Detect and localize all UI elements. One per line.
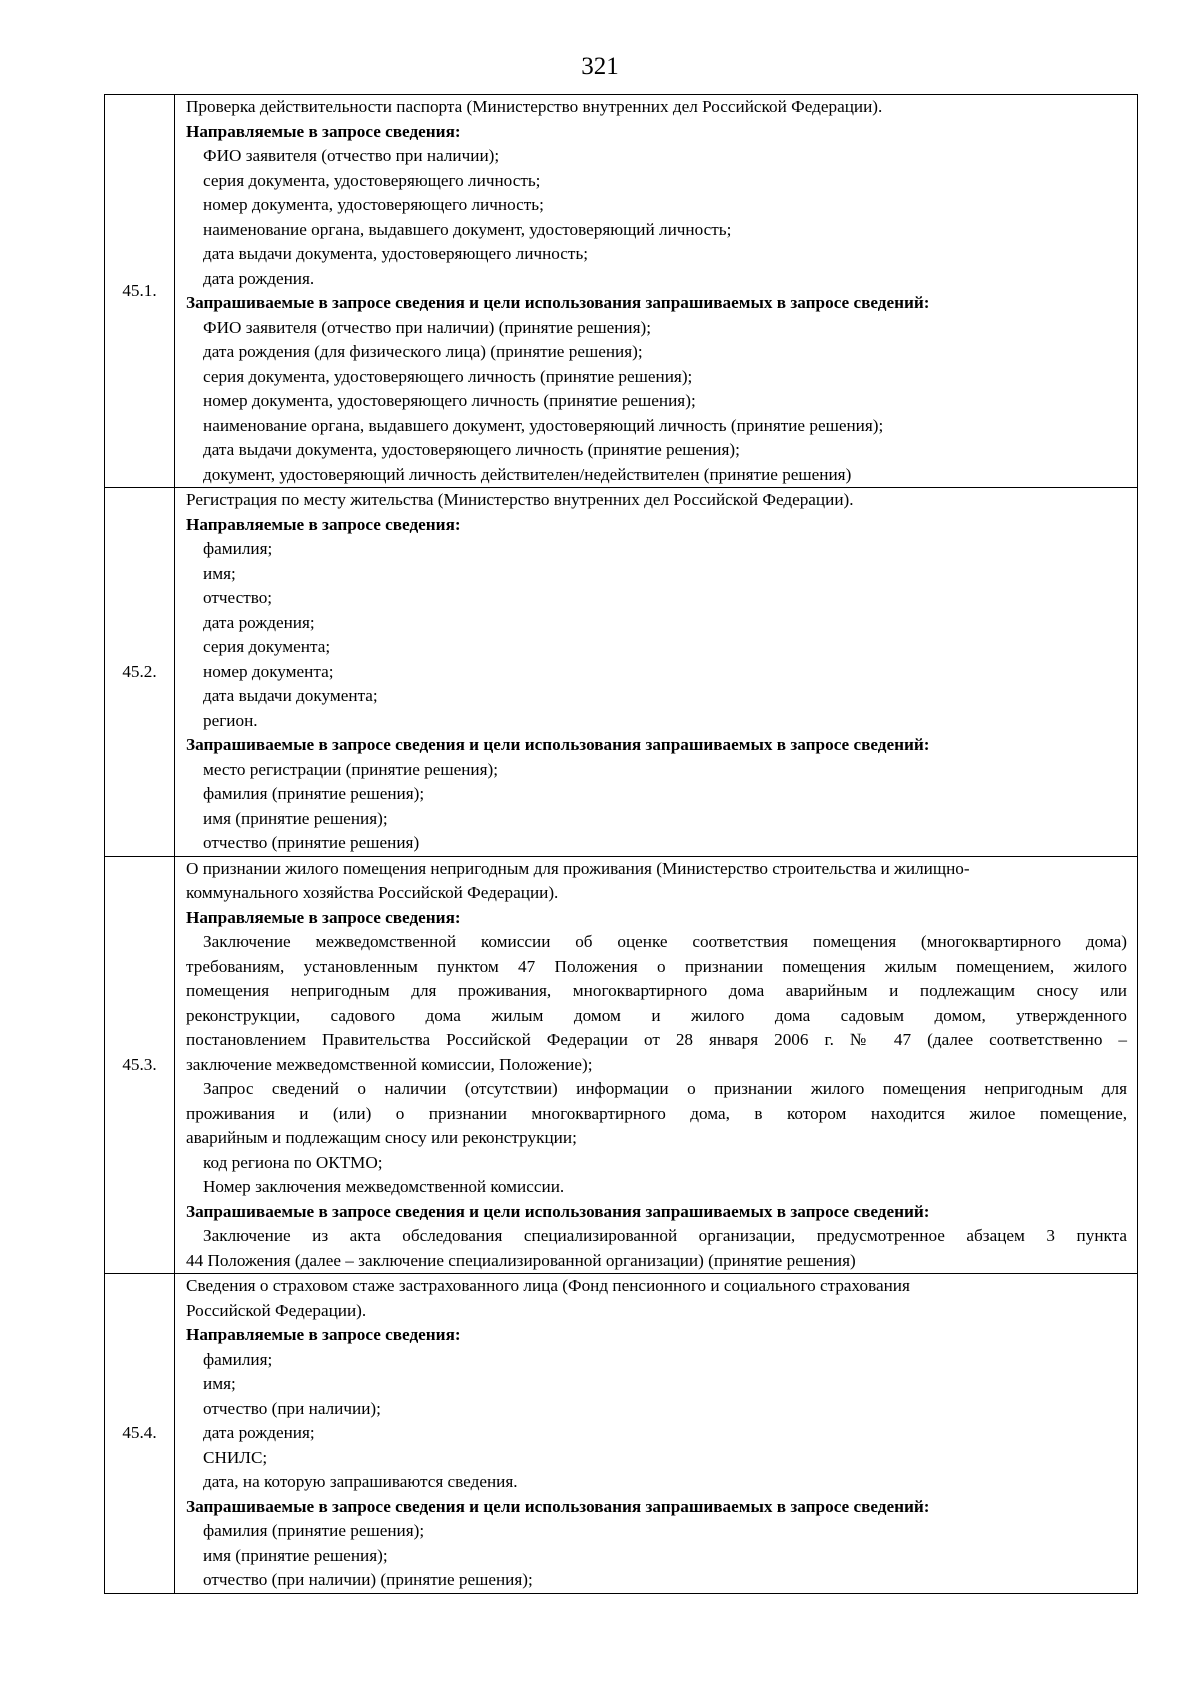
list-item: отчество; [203,588,273,607]
list-item: дата выдачи документа; [203,686,378,705]
list-item: отчество (при наличии); [203,1398,381,1418]
row-number: 45.1. [105,95,175,488]
list-item: ФИО заявителя (отчество при наличии); [203,146,500,165]
list-item: дата рождения; [203,1423,315,1442]
paragraph-line: реконструкции, садового дома жилым домом и жилого дома садовым домом, утвержденного [186,1005,1127,1025]
table-row [105,95,1138,488]
row-number: 45.2. [105,488,175,857]
list-item: отчество (при наличии) (принятие решения); [203,1570,533,1589]
row-content [175,95,1138,488]
content-line: О признании жилого помещения непригодным для проживания (Министерство строительства и жилищно- [186,858,970,878]
list-item: СНИЛС; [203,1447,268,1467]
list-item: номер документа; [203,661,334,681]
row-content [175,1274,1138,1594]
table-row [105,856,1138,1274]
list-item: серия документа, удостоверяющего личность (принятие решения); [203,366,693,386]
list-item: дата рождения; [203,612,315,632]
section-heading: Запрашиваемые в запросе сведения и цели использования запрашиваемых в запросе сведений: [186,1201,930,1221]
section-heading: Запрашиваемые в запросе сведения и цели использования запрашиваемых в запросе сведений: [186,293,930,312]
list-item: имя; [203,1374,236,1393]
section-heading: Направляемые в запросе сведения: [186,907,461,927]
section-heading: Запрашиваемые в запросе сведения и цели использования запрашиваемых в запросе сведений: [186,735,930,754]
list-item: документ, удостоверяющий личность действителен/недействителен (принятие решения) [203,464,852,484]
list-item: фамилия; [203,1349,273,1369]
list-item: наименование органа, выдавшего документ, удостоверяющий личность; [203,219,732,239]
list-item: фамилия (принятие решения); [203,784,425,803]
list-item: отчество (принятие решения) [203,833,420,852]
paragraph-line: Заключение межведомственной комиссии об оценке соответствия помещения (многоквартирного дома) [203,932,1127,951]
page-number: 321 [581,53,619,80]
section-heading: Направляемые в запросе сведения: [186,514,461,534]
paragraph-line: постановлением Правительства Российской Федерации от 28 января 2006 г. № 47 (далее соответственно – [186,1030,1127,1049]
list-item: номер документа, удостоверяющего личность (принятие решения); [203,391,696,410]
list-item: ФИО заявителя (отчество при наличии) (принятие решения); [203,317,652,337]
paragraph-line: Запрос сведений о наличии (отсутствии) информации о признании жилого помещения непригодным для [203,1079,1127,1098]
list-item: дата рождения (для физического лица) (принятие решения); [203,342,643,361]
paragraph-line: Заключение из акта обследования специализированной организации, предусмотренное абзацем 3 пункта [203,1226,1127,1245]
table-row [105,1274,1138,1594]
list-item: код региона по ОКТМО; [203,1152,383,1172]
list-item: имя (принятие решения); [203,808,388,828]
row-number: 45.3. [105,856,175,1274]
paragraph-line: проживания и (или) о признании многоквартирного дома, в котором находится жилое помещение, [186,1103,1127,1123]
table-row [105,488,1138,857]
list-item: дата выдачи документа, удостоверяющего личность (принятие решения); [203,440,740,459]
list-item: дата выдачи документа, удостоверяющего личность; [203,244,589,263]
list-item: место регистрации (принятие решения); [203,759,499,779]
section-heading: Запрашиваемые в запросе сведения и цели использования запрашиваемых в запросе сведений: [186,1496,930,1516]
list-item: регион. [203,710,258,730]
content-line: Сведения о страховом стаже застрахованного лица (Фонд пенсионного и социального страхования [186,1276,910,1295]
list-item: фамилия (принятие решения); [203,1521,425,1540]
content-line: заключение межведомственной комиссии, Положение); [186,1054,593,1074]
list-item: фамилия; [203,539,273,558]
row-number: 45.4. [105,1274,175,1594]
section-heading: Направляемые в запросе сведения: [186,121,461,141]
list-item: Номер заключения межведомственной комиссии. [203,1177,565,1196]
section-heading: Направляемые в запросе сведения: [186,1325,461,1344]
row-content [175,488,1138,857]
row-content [175,856,1138,1274]
list-item: имя (принятие решения); [203,1545,388,1565]
content-line: Регистрация по месту жительства (Министерство внутренних дел Российской Федерации). [186,490,854,509]
requirements-table [104,94,1138,1594]
list-item: номер документа, удостоверяющего личность; [203,195,544,214]
paragraph-line: требованиям, установленным пунктом 47 Положения о признании помещения жилым помещением, жилого [186,956,1127,976]
list-item: имя; [203,563,236,583]
list-item: дата рождения. [203,268,315,288]
list-item: дата, на которую запрашиваются сведения. [203,1472,518,1491]
content-line: Российской Федерации). [186,1300,367,1320]
paragraph-line: помещения непригодным для проживания, многоквартирного дома аварийным и подлежащим сносу или [186,981,1127,1000]
content-line: коммунального хозяйства Российской Федерации). [186,883,559,902]
content-line: 44 Положения (далее – заключение специализированной организации) (принятие решения) [186,1250,856,1270]
content-line: Проверка действительности паспорта (Министерство внутренних дел Российской Федерации). [186,97,883,116]
table-body [105,95,1138,1594]
list-item: серия документа; [203,637,331,656]
content-line: аварийным и подлежащим сносу или реконструкции; [186,1128,577,1147]
list-item: наименование органа, выдавшего документ, удостоверяющий личность (принятие решения); [203,415,884,435]
list-item: серия документа, удостоверяющего личность; [203,170,541,190]
